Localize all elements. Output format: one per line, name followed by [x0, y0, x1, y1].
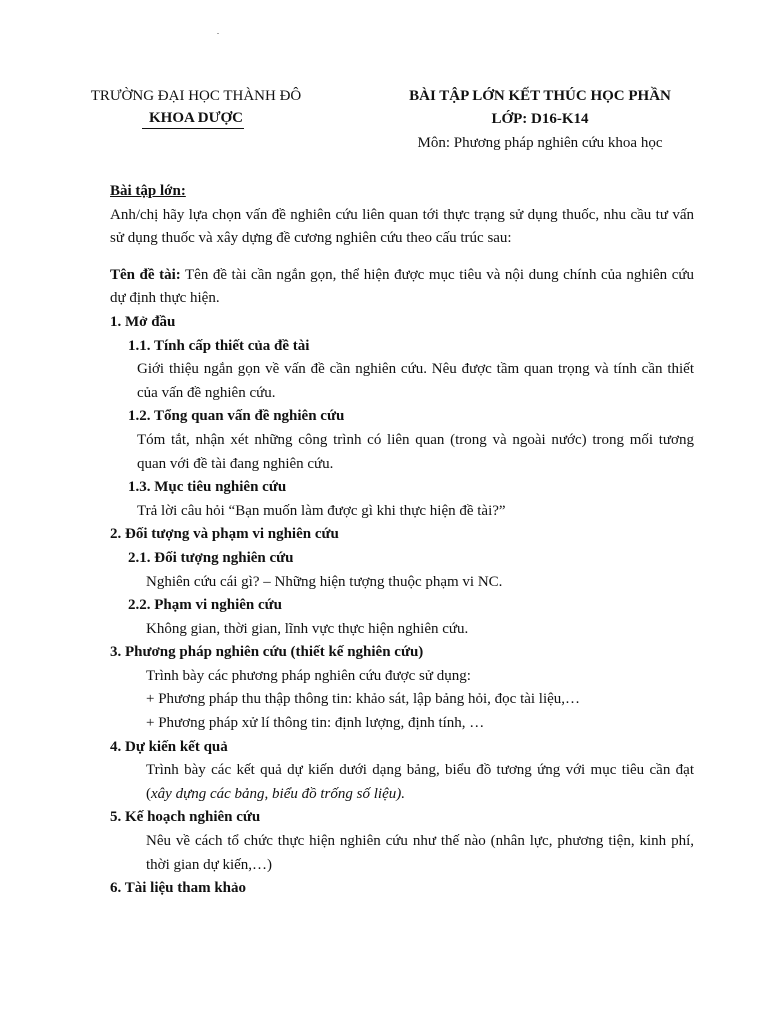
topic-label: Tên đề tài:	[110, 266, 181, 283]
intro-text: Anh/chị hãy lựa chọn vấn đề nghiên cứu liên quan tới thực trạng sử dụng thuốc, nhu cầu tư vấn sử dụng thuốc và xây dựng đề cương nghiên cứu theo cấu trúc sau:	[110, 206, 694, 247]
faculty-name: KHOA DƯỢC	[148, 110, 244, 126]
section-4-text	[110, 759, 694, 806]
section-4-text-main: Trình bày các kết quả dự kiến dưới dạng bảng, biểu đồ tương ứng với mục tiêu cần đạt (	[146, 762, 694, 802]
section-4-text-italic: xây dựng các bảng, biểu đồ trống số liệu).	[151, 785, 405, 802]
section-2-1-text: Nghiên cứu cái gì? – Những hiện tượng thuộc phạm vi NC.	[146, 573, 503, 590]
topic-paragraph	[110, 264, 694, 311]
section-1-3-text: Trả lời câu hỏi “Bạn muốn làm được gì khi thực hiện đề tài?”	[137, 502, 506, 519]
section-4-title: 4. Dự kiến kết quả	[110, 738, 228, 755]
section-1-2-title: 1.2. Tổng quan vấn đề nghiên cứu	[128, 408, 345, 425]
section-1-1-text: Giới thiệu ngắn gọn về vấn đề cần nghiên cứu. Nêu được tầm quan trọng và tính cần thiết của vấn đề nghiên cứu.	[137, 361, 694, 401]
section-2-1-title: 2.1. Đối tượng nghiên cứu	[128, 549, 294, 566]
section-1-3-title: 1.3. Mục tiêu nghiên cứu	[128, 479, 287, 496]
class-line: LỚP: D16-K14	[491, 111, 589, 127]
faculty-underline	[142, 128, 244, 129]
section-2-2-title: 2.2. Phạm vi nghiên cứu	[128, 597, 283, 614]
section-3-title: 3. Phương pháp nghiên cứu (thiết kế nghiên cứu)	[110, 644, 424, 661]
document-body	[110, 180, 694, 901]
section-5-text: Nêu về cách tổ chức thực hiện nghiên cứu như thế nào (nhân lực, phương tiện, kinh phí, thời gian dự kiến,…)	[146, 833, 694, 873]
section-5-title: 5. Kế hoạch nghiên cứu	[110, 809, 261, 826]
assignment-title: BÀI TẬP LỚN KẾT THÚC HỌC PHẦN	[409, 88, 671, 104]
section-3-line-3: + Phương pháp xử lí thông tin: định lượng, định tính, …	[146, 715, 485, 732]
topic-text: Tên đề tài cần ngắn gọn, thể hiện được mục tiêu và nội dung chính của nghiên cứu dự định thực hiện.	[110, 266, 694, 307]
section-3-line-2: + Phương pháp thu thập thông tin: khảo sát, lập bảng hỏi, đọc tài liệu,…	[146, 691, 581, 708]
subject-line: Môn: Phương pháp nghiên cứu khoa học	[417, 135, 663, 151]
section-1-title: 1. Mở đầu	[110, 313, 176, 330]
section-1-1-title: 1.1. Tính cấp thiết của đề tài	[128, 337, 310, 354]
section-1-2-text: Tóm tắt, nhận xét những công trình có liên quan (trong và ngoài nước) trong mối tương quan với đề tài đang nghiên cứu.	[137, 431, 694, 472]
stray-dot: .	[217, 27, 219, 36]
section-6-title: 6. Tài liệu tham khảo	[110, 880, 247, 897]
school-name: TRƯỜNG ĐẠI HỌC THÀNH ĐÔ	[90, 88, 302, 104]
intro-heading: Bài tập lớn:	[110, 183, 186, 199]
section-2-2-text: Không gian, thời gian, lĩnh vực thực hiện nghiên cứu.	[146, 620, 469, 637]
section-3-line-1: Trình bày các phương pháp nghiên cứu được sử dụng:	[146, 667, 471, 684]
section-2-title: 2. Đối tượng và phạm vi nghiên cứu	[110, 526, 339, 543]
